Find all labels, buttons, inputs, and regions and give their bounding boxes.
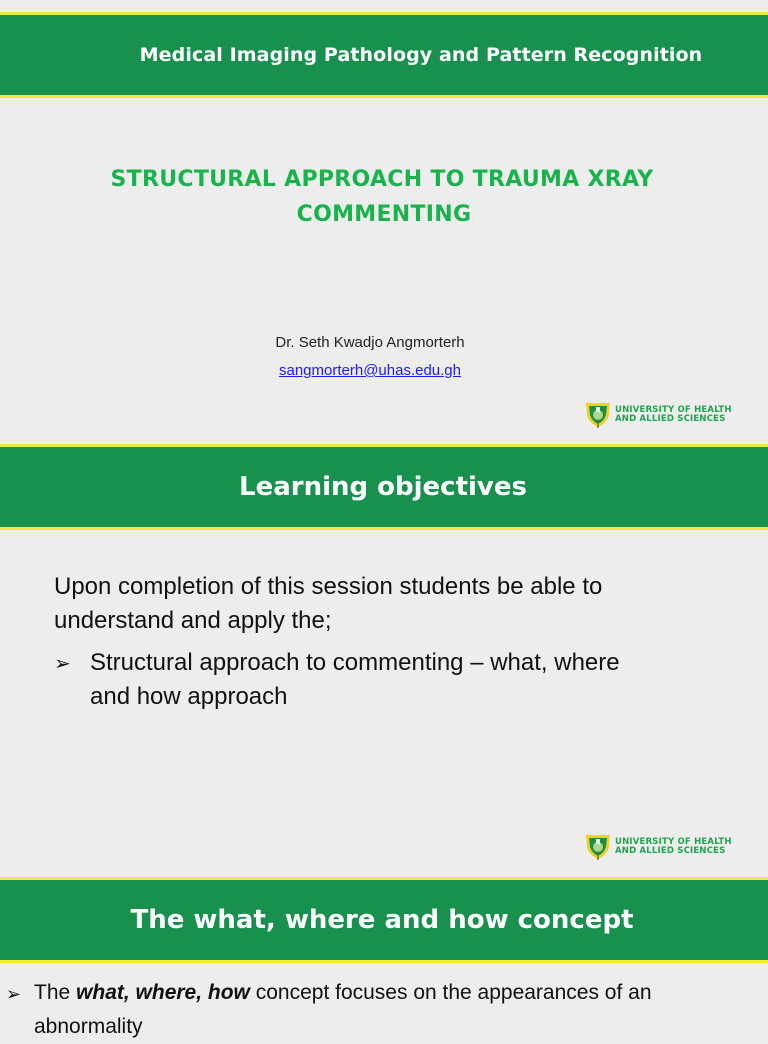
logo-line-1: UNIVERSITY OF HEALTH [615, 405, 732, 415]
author-name: Dr. Seth Kwadjo Angmorterh [275, 334, 465, 351]
course-title-bar [0, 12, 768, 98]
concept-bullet [6, 976, 726, 1044]
university-crest-icon [585, 401, 611, 429]
deck-title-line-1: STRUCTURAL APPROACH TO TRAUMA XRAY [110, 167, 654, 192]
concept-title-bar [0, 877, 768, 963]
objectives-intro: Upon completion of this session students be able to understand and apply the; [54, 573, 603, 634]
objective-bullet [54, 646, 654, 714]
slide-1 [0, 0, 768, 440]
author-email-link[interactable]: sangmorterh@uhas.edu.gh [278, 362, 461, 379]
deck-title-line-2: COMMENTING [296, 202, 472, 227]
slide-2-title: Learning objectives [239, 472, 527, 502]
arrow-bullet-icon: ➢ [54, 653, 71, 675]
logo-line-2: AND ALLIED SCIENCES [615, 414, 726, 424]
concept-text: The what, where, how concept focuses on the appearances of an abnormality [34, 981, 652, 1038]
slide-3-title: The what, where and how concept [130, 905, 634, 935]
objective-text: Structural approach to commenting – what, where and how approach [90, 649, 620, 710]
university-logo [585, 401, 732, 429]
university-crest-icon [585, 833, 611, 861]
arrow-bullet-icon: ➢ [6, 984, 22, 1004]
deck-title [0, 162, 768, 232]
university-logo [585, 833, 732, 861]
course-title: Medical Imaging Pathology and Pattern Recognition [139, 44, 703, 66]
concept-emphasis: what, where, how [76, 981, 250, 1004]
slide-2 [0, 440, 768, 872]
logo-line-1: UNIVERSITY OF HEALTH [615, 837, 732, 847]
learning-objectives-bar [0, 444, 768, 530]
slide-3 [0, 872, 768, 1038]
logo-line-2: AND ALLIED SCIENCES [615, 846, 726, 856]
